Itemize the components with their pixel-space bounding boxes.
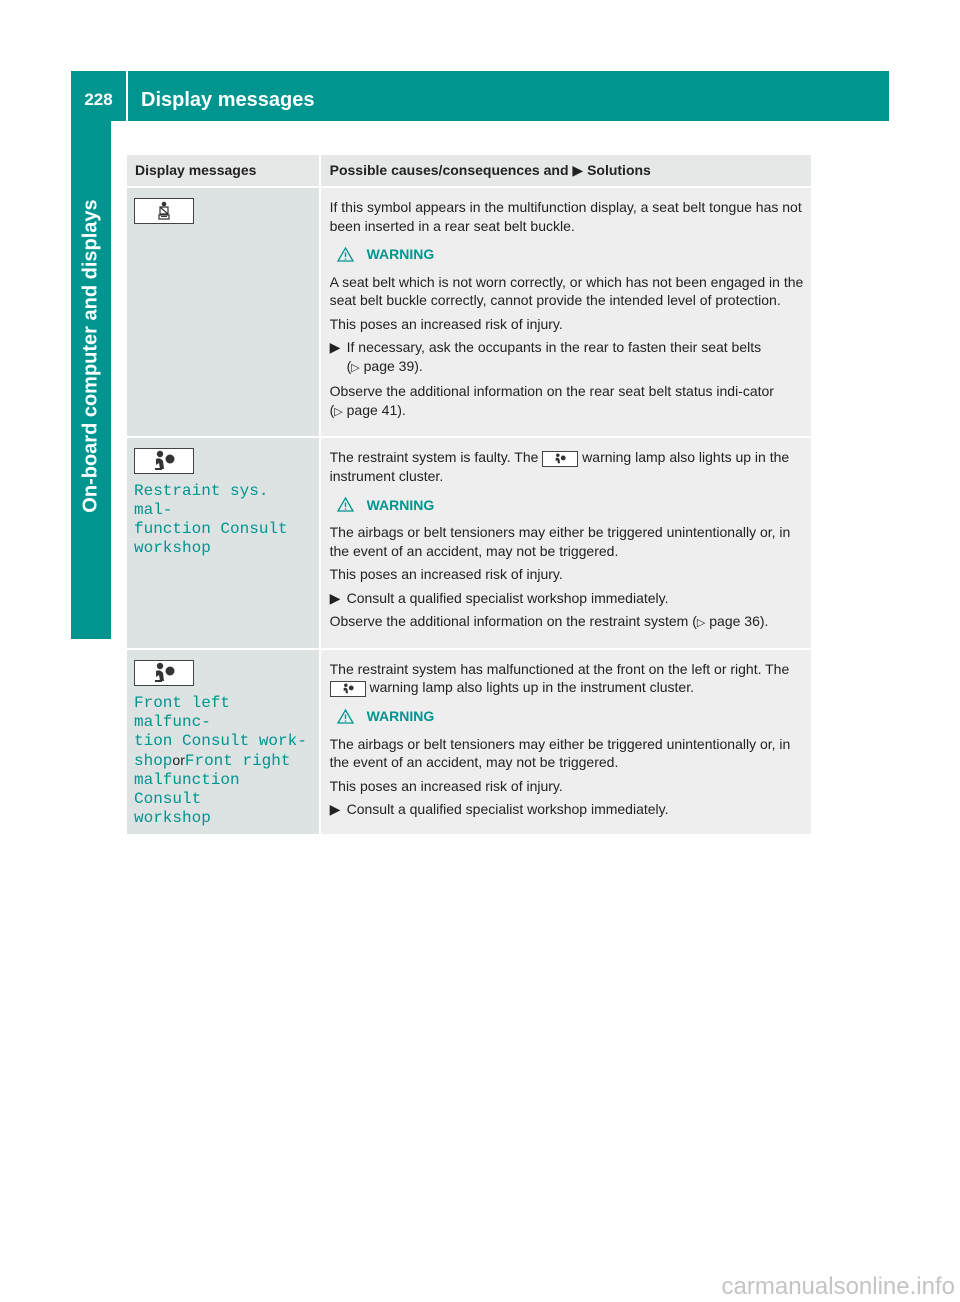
arrow-right-icon: ▶ <box>572 162 584 178</box>
display-message-line: workshop <box>134 808 211 827</box>
restraint-system-icon <box>134 448 194 474</box>
risk-text: This poses an increased risk of injury. <box>329 777 563 794</box>
arrow-right-icon: ▶ <box>329 801 341 817</box>
observe-text: Observe the additional information on the rear seat belt status indi-cator ( <box>329 383 774 418</box>
cause-text-before: The restraint system is faulty. The <box>329 449 539 465</box>
cause-text <box>330 448 804 486</box>
observe-text: Observe the additional information on the restraint system ( <box>329 613 697 629</box>
page-ref-arrow-icon: ▷ <box>334 405 343 418</box>
warning-text: A seat belt which is not worn correctly, or which has not been engaged in the seat belt buckle correctly, cannot provide the intended level of protection. <box>329 273 804 308</box>
risk-text: This poses an increased risk of injury. <box>329 566 563 582</box>
restraint-system-icon <box>330 681 366 697</box>
display-message-text <box>134 482 312 558</box>
rear-seat-belt-icon <box>134 198 194 224</box>
page-ref-arrow-icon: ▷ <box>351 361 360 374</box>
display-message-line: workshop <box>134 539 211 557</box>
display-message-text <box>134 694 312 828</box>
or-separator: or <box>172 751 185 768</box>
solution-cell <box>320 437 811 649</box>
col-header-solutions: Solutions <box>587 162 651 178</box>
table-row <box>127 437 811 649</box>
page-ref-link[interactable]: page 39). <box>363 357 423 374</box>
restraint-system-icon <box>134 660 194 686</box>
page-number: 228 <box>84 90 113 109</box>
page-ref-link[interactable]: page 36). <box>709 613 769 629</box>
arrow-right-icon: ▶ <box>329 339 341 355</box>
display-message-line: Restraint sys. mal‑ <box>134 482 269 519</box>
message-cell <box>127 649 320 835</box>
side-tab-text: On-board computer and displays <box>79 199 102 513</box>
warning-heading <box>330 245 804 264</box>
display-messages-table <box>127 155 811 836</box>
watermark: carmanualsonline.info <box>721 1273 955 1300</box>
display-message-line: malfunction Consult <box>134 770 240 808</box>
page-title: Display messages <box>141 89 315 111</box>
warning-label: WARNING <box>366 708 435 724</box>
action-text: If necessary, ask the occupants in the rear to fasten their seat belts ( <box>346 339 762 374</box>
warning-label: WARNING <box>366 246 435 262</box>
page-header <box>71 71 889 121</box>
col-header-causes-prefix: Possible causes/consequences and <box>329 162 569 178</box>
header-divider <box>126 71 128 121</box>
page-ref-link[interactable]: page 41). <box>346 401 406 418</box>
cause-text-after: warning lamp also lights up in the instrument cluster. <box>369 679 694 695</box>
cause-text <box>330 660 804 698</box>
display-message-part: shop <box>134 751 173 770</box>
action-item <box>330 800 804 819</box>
solution-cell <box>320 187 811 437</box>
display-message-part: Front right <box>184 751 291 770</box>
restraint-system-icon <box>542 451 578 467</box>
message-cell <box>127 187 320 437</box>
message-cell <box>127 437 320 649</box>
warning-triangle-icon <box>337 497 354 512</box>
table-header-row <box>127 155 811 187</box>
display-message-line: function Consult <box>134 520 288 538</box>
action-item <box>330 338 804 377</box>
solution-cell <box>320 649 811 835</box>
cause-text-before: The restraint system has malfunctioned at the front on the left or right. The <box>329 660 790 677</box>
display-message-line <box>134 751 312 771</box>
col-header-causes <box>320 155 811 187</box>
display-message-line: tion Consult work‑ <box>134 731 307 750</box>
action-text: Consult a qualified specialist workshop immediately. <box>346 589 669 606</box>
warning-heading <box>330 496 804 515</box>
warning-text: The airbags or belt tensioners may either be triggered unintentionally or, in the event of an accident, may not be triggered. <box>329 524 791 559</box>
cause-text-after: warning lamp also lights up in the instrument cluster. <box>329 449 790 484</box>
table-row <box>127 187 811 437</box>
table-row <box>127 649 811 835</box>
warning-triangle-icon <box>337 247 354 262</box>
action-item <box>330 589 804 608</box>
warning-heading <box>330 707 804 726</box>
risk-text: This poses an increased risk of injury. <box>329 315 563 332</box>
display-message-line: Front left malfunc‑ <box>134 693 231 731</box>
col-header-display-messages: Display messages <box>127 155 320 187</box>
cause-text: If this symbol appears in the multifunction display, a seat belt tongue has not been inserted in a rear seat belt buckle. <box>329 199 802 234</box>
side-tab-text-wrap <box>71 121 111 591</box>
warning-label: WARNING <box>366 496 435 513</box>
warning-triangle-icon <box>337 709 354 724</box>
arrow-right-icon: ▶ <box>329 589 341 606</box>
action-text: Consult a qualified specialist workshop immediately. <box>346 801 669 817</box>
page-ref-arrow-icon: ▷ <box>696 617 706 629</box>
warning-text: The airbags or belt tensioners may either be triggered unintentionally or, in the event of an accident, may not be triggered. <box>329 735 791 770</box>
